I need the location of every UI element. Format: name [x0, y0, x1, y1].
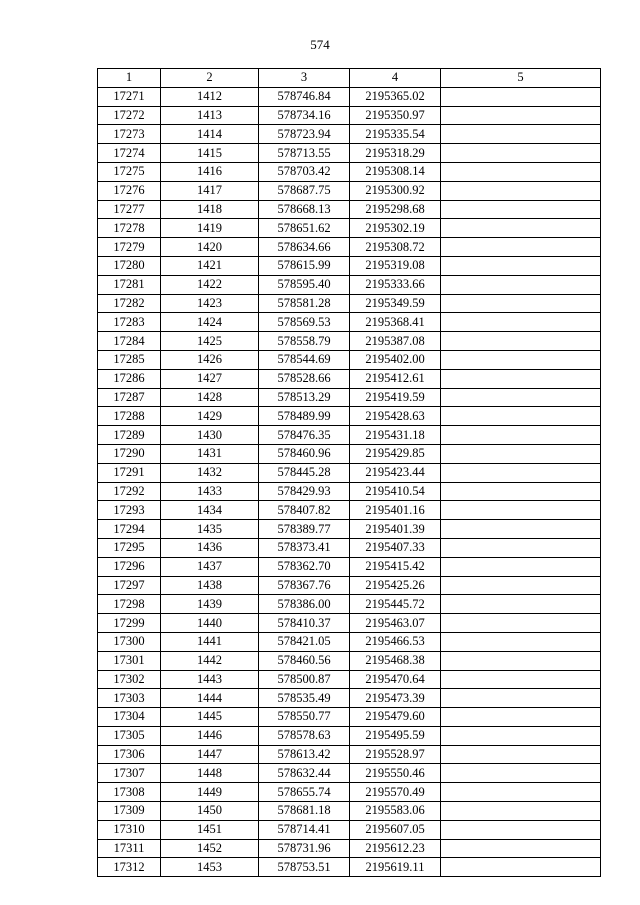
x-coordinate-cell: 578615.99: [259, 256, 350, 275]
point-number-cell: 1412: [161, 87, 259, 106]
table-row: [98, 256, 601, 275]
y-coordinate-cell: 2195402.00: [350, 350, 441, 369]
row-number-cell: 17287: [98, 388, 161, 407]
y-coordinate-cell: 2195298.68: [350, 200, 441, 219]
point-number-cell: 1437: [161, 557, 259, 576]
y-coordinate-cell: 2195583.06: [350, 802, 441, 821]
row-number-cell: 17271: [98, 87, 161, 106]
row-number-cell: 17278: [98, 219, 161, 238]
point-number-cell: 1435: [161, 520, 259, 539]
note-cell: [441, 87, 601, 106]
note-cell: [441, 783, 601, 802]
row-number-cell: 17305: [98, 726, 161, 745]
table-row: [98, 125, 601, 144]
note-cell: [441, 350, 601, 369]
note-cell: [441, 670, 601, 689]
x-coordinate-cell: 578460.96: [259, 444, 350, 463]
note-cell: [441, 106, 601, 125]
y-coordinate-cell: 2195423.44: [350, 463, 441, 482]
y-coordinate-cell: 2195318.29: [350, 144, 441, 163]
point-number-cell: 1428: [161, 388, 259, 407]
column-header-5: 5: [441, 69, 601, 88]
x-coordinate-cell: 578373.41: [259, 538, 350, 557]
table-row: [98, 820, 601, 839]
x-coordinate-cell: 578714.41: [259, 820, 350, 839]
note-cell: [441, 238, 601, 257]
row-number-cell: 17307: [98, 764, 161, 783]
table-row: [98, 501, 601, 520]
table-row: [98, 538, 601, 557]
point-number-cell: 1434: [161, 501, 259, 520]
x-coordinate-cell: 578613.42: [259, 745, 350, 764]
row-number-cell: 17306: [98, 745, 161, 764]
point-number-cell: 1420: [161, 238, 259, 257]
y-coordinate-cell: 2195495.59: [350, 726, 441, 745]
note-cell: [441, 802, 601, 821]
point-number-cell: 1419: [161, 219, 259, 238]
point-number-cell: 1449: [161, 783, 259, 802]
row-number-cell: 17284: [98, 332, 161, 351]
page-number: 574: [310, 37, 330, 52]
note-cell: [441, 162, 601, 181]
x-coordinate-cell: 578703.42: [259, 162, 350, 181]
table-row: [98, 332, 601, 351]
note-cell: [441, 407, 601, 426]
y-coordinate-cell: 2195308.72: [350, 238, 441, 257]
note-cell: [441, 313, 601, 332]
table-row: [98, 407, 601, 426]
y-coordinate-cell: 2195470.64: [350, 670, 441, 689]
x-coordinate-cell: 578500.87: [259, 670, 350, 689]
table-row: [98, 313, 601, 332]
note-cell: [441, 501, 601, 520]
header-row: [98, 69, 601, 88]
point-number-cell: 1439: [161, 595, 259, 614]
row-number-cell: 17300: [98, 632, 161, 651]
y-coordinate-cell: 2195550.46: [350, 764, 441, 783]
column-header-1: 1: [98, 69, 161, 88]
x-coordinate-cell: 578429.93: [259, 482, 350, 501]
x-coordinate-cell: 578550.77: [259, 708, 350, 727]
x-coordinate-cell: 578595.40: [259, 275, 350, 294]
table-row: [98, 200, 601, 219]
point-number-cell: 1441: [161, 632, 259, 651]
x-coordinate-cell: 578362.70: [259, 557, 350, 576]
point-number-cell: 1418: [161, 200, 259, 219]
note-cell: [441, 651, 601, 670]
note-cell: [441, 256, 601, 275]
table-row: [98, 294, 601, 313]
column-header-2: 2: [161, 69, 259, 88]
x-coordinate-cell: 578723.94: [259, 125, 350, 144]
point-number-cell: 1424: [161, 313, 259, 332]
table-row: [98, 162, 601, 181]
table-row: [98, 726, 601, 745]
y-coordinate-cell: 2195387.08: [350, 332, 441, 351]
point-number-cell: 1453: [161, 858, 259, 877]
x-coordinate-cell: 578535.49: [259, 689, 350, 708]
table-row: [98, 426, 601, 445]
x-coordinate-cell: 578668.13: [259, 200, 350, 219]
note-cell: [441, 632, 601, 651]
table-row: [98, 595, 601, 614]
row-number-cell: 17310: [98, 820, 161, 839]
point-number-cell: 1446: [161, 726, 259, 745]
note-cell: [441, 557, 601, 576]
y-coordinate-cell: 2195619.11: [350, 858, 441, 877]
table-row: [98, 144, 601, 163]
point-number-cell: 1452: [161, 839, 259, 858]
point-number-cell: 1448: [161, 764, 259, 783]
y-coordinate-cell: 2195333.66: [350, 275, 441, 294]
row-number-cell: 17274: [98, 144, 161, 163]
point-number-cell: 1417: [161, 181, 259, 200]
x-coordinate-cell: 578528.66: [259, 369, 350, 388]
note-cell: [441, 538, 601, 557]
point-number-cell: 1440: [161, 614, 259, 633]
note-cell: [441, 520, 601, 539]
x-coordinate-cell: 578558.79: [259, 332, 350, 351]
row-number-cell: 17288: [98, 407, 161, 426]
row-number-cell: 17312: [98, 858, 161, 877]
table-row: [98, 275, 601, 294]
point-number-cell: 1430: [161, 426, 259, 445]
note-cell: [441, 181, 601, 200]
table-row: [98, 87, 601, 106]
row-number-cell: 17272: [98, 106, 161, 125]
row-number-cell: 17276: [98, 181, 161, 200]
row-number-cell: 17292: [98, 482, 161, 501]
note-cell: [441, 275, 601, 294]
note-cell: [441, 125, 601, 144]
y-coordinate-cell: 2195570.49: [350, 783, 441, 802]
row-number-cell: 17302: [98, 670, 161, 689]
row-number-cell: 17296: [98, 557, 161, 576]
point-number-cell: 1413: [161, 106, 259, 125]
note-cell: [441, 144, 601, 163]
row-number-cell: 17294: [98, 520, 161, 539]
note-cell: [441, 745, 601, 764]
row-number-cell: 17280: [98, 256, 161, 275]
point-number-cell: 1426: [161, 350, 259, 369]
point-number-cell: 1415: [161, 144, 259, 163]
x-coordinate-cell: 578489.99: [259, 407, 350, 426]
x-coordinate-cell: 578655.74: [259, 783, 350, 802]
table-row: [98, 350, 601, 369]
x-coordinate-cell: 578746.84: [259, 87, 350, 106]
table-row: [98, 689, 601, 708]
point-number-cell: 1436: [161, 538, 259, 557]
point-number-cell: 1443: [161, 670, 259, 689]
note-cell: [441, 576, 601, 595]
x-coordinate-cell: 578634.66: [259, 238, 350, 257]
row-number-cell: 17290: [98, 444, 161, 463]
table-row: [98, 444, 601, 463]
point-number-cell: 1414: [161, 125, 259, 144]
note-cell: [441, 369, 601, 388]
x-coordinate-cell: 578632.44: [259, 764, 350, 783]
table-row: [98, 708, 601, 727]
x-coordinate-cell: 578513.29: [259, 388, 350, 407]
x-coordinate-cell: 578681.18: [259, 802, 350, 821]
x-coordinate-cell: 578753.51: [259, 858, 350, 877]
row-number-cell: 17286: [98, 369, 161, 388]
table-row: [98, 632, 601, 651]
x-coordinate-cell: 578460.56: [259, 651, 350, 670]
y-coordinate-cell: 2195349.59: [350, 294, 441, 313]
point-number-cell: 1427: [161, 369, 259, 388]
y-coordinate-cell: 2195300.92: [350, 181, 441, 200]
row-number-cell: 17293: [98, 501, 161, 520]
y-coordinate-cell: 2195612.23: [350, 839, 441, 858]
y-coordinate-cell: 2195401.16: [350, 501, 441, 520]
x-coordinate-cell: 578410.37: [259, 614, 350, 633]
y-coordinate-cell: 2195528.97: [350, 745, 441, 764]
y-coordinate-cell: 2195431.18: [350, 426, 441, 445]
note-cell: [441, 708, 601, 727]
coordinates-table: [97, 68, 601, 877]
point-number-cell: 1444: [161, 689, 259, 708]
column-header-3: 3: [259, 69, 350, 88]
row-number-cell: 17297: [98, 576, 161, 595]
y-coordinate-cell: 2195401.39: [350, 520, 441, 539]
table-row: [98, 802, 601, 821]
row-number-cell: 17281: [98, 275, 161, 294]
table-row: [98, 463, 601, 482]
x-coordinate-cell: 578651.62: [259, 219, 350, 238]
point-number-cell: 1416: [161, 162, 259, 181]
table-row: [98, 369, 601, 388]
y-coordinate-cell: 2195445.72: [350, 595, 441, 614]
row-number-cell: 17311: [98, 839, 161, 858]
y-coordinate-cell: 2195350.97: [350, 106, 441, 125]
x-coordinate-cell: 578421.05: [259, 632, 350, 651]
table-row: [98, 181, 601, 200]
x-coordinate-cell: 578367.76: [259, 576, 350, 595]
y-coordinate-cell: 2195463.07: [350, 614, 441, 633]
note-cell: [441, 200, 601, 219]
table-row: [98, 520, 601, 539]
note-cell: [441, 463, 601, 482]
point-number-cell: 1432: [161, 463, 259, 482]
y-coordinate-cell: 2195428.63: [350, 407, 441, 426]
row-number-cell: 17309: [98, 802, 161, 821]
note-cell: [441, 614, 601, 633]
column-header-4: 4: [350, 69, 441, 88]
y-coordinate-cell: 2195468.38: [350, 651, 441, 670]
table-row: [98, 614, 601, 633]
y-coordinate-cell: 2195368.41: [350, 313, 441, 332]
point-number-cell: 1447: [161, 745, 259, 764]
x-coordinate-cell: 578389.77: [259, 520, 350, 539]
note-cell: [441, 858, 601, 877]
table-row: [98, 388, 601, 407]
x-coordinate-cell: 578581.28: [259, 294, 350, 313]
x-coordinate-cell: 578569.53: [259, 313, 350, 332]
row-number-cell: 17289: [98, 426, 161, 445]
table-row: [98, 219, 601, 238]
note-cell: [441, 764, 601, 783]
note-cell: [441, 726, 601, 745]
table-row: [98, 745, 601, 764]
note-cell: [441, 595, 601, 614]
point-number-cell: 1429: [161, 407, 259, 426]
row-number-cell: 17295: [98, 538, 161, 557]
row-number-cell: 17304: [98, 708, 161, 727]
y-coordinate-cell: 2195365.02: [350, 87, 441, 106]
y-coordinate-cell: 2195410.54: [350, 482, 441, 501]
point-number-cell: 1421: [161, 256, 259, 275]
row-number-cell: 17303: [98, 689, 161, 708]
note-cell: [441, 294, 601, 313]
x-coordinate-cell: 578713.55: [259, 144, 350, 163]
point-number-cell: 1423: [161, 294, 259, 313]
table-row: [98, 238, 601, 257]
y-coordinate-cell: 2195407.33: [350, 538, 441, 557]
note-cell: [441, 388, 601, 407]
y-coordinate-cell: 2195415.42: [350, 557, 441, 576]
table-row: [98, 651, 601, 670]
note-cell: [441, 426, 601, 445]
note-cell: [441, 219, 601, 238]
point-number-cell: 1422: [161, 275, 259, 294]
note-cell: [441, 820, 601, 839]
x-coordinate-cell: 578734.16: [259, 106, 350, 125]
table-row: [98, 482, 601, 501]
table-header: [98, 69, 601, 88]
table-row: [98, 670, 601, 689]
point-number-cell: 1433: [161, 482, 259, 501]
row-number-cell: 17277: [98, 200, 161, 219]
row-number-cell: 17275: [98, 162, 161, 181]
y-coordinate-cell: 2195607.05: [350, 820, 441, 839]
row-number-cell: 17283: [98, 313, 161, 332]
x-coordinate-cell: 578476.35: [259, 426, 350, 445]
point-number-cell: 1450: [161, 802, 259, 821]
row-number-cell: 17285: [98, 350, 161, 369]
y-coordinate-cell: 2195466.53: [350, 632, 441, 651]
y-coordinate-cell: 2195479.60: [350, 708, 441, 727]
y-coordinate-cell: 2195419.59: [350, 388, 441, 407]
point-number-cell: 1425: [161, 332, 259, 351]
note-cell: [441, 689, 601, 708]
row-number-cell: 17279: [98, 238, 161, 257]
point-number-cell: 1451: [161, 820, 259, 839]
y-coordinate-cell: 2195429.85: [350, 444, 441, 463]
note-cell: [441, 482, 601, 501]
x-coordinate-cell: 578578.63: [259, 726, 350, 745]
point-number-cell: 1438: [161, 576, 259, 595]
note-cell: [441, 332, 601, 351]
table-row: [98, 764, 601, 783]
y-coordinate-cell: 2195425.26: [350, 576, 441, 595]
x-coordinate-cell: 578386.00: [259, 595, 350, 614]
row-number-cell: 17291: [98, 463, 161, 482]
point-number-cell: 1431: [161, 444, 259, 463]
row-number-cell: 17282: [98, 294, 161, 313]
x-coordinate-cell: 578445.28: [259, 463, 350, 482]
x-coordinate-cell: 578731.96: [259, 839, 350, 858]
table-row: [98, 106, 601, 125]
point-number-cell: 1445: [161, 708, 259, 727]
y-coordinate-cell: 2195473.39: [350, 689, 441, 708]
table-row: [98, 576, 601, 595]
table-row: [98, 858, 601, 877]
y-coordinate-cell: 2195412.61: [350, 369, 441, 388]
note-cell: [441, 839, 601, 858]
note-cell: [441, 444, 601, 463]
row-number-cell: 17298: [98, 595, 161, 614]
table-body: [98, 87, 601, 876]
table-row: [98, 557, 601, 576]
y-coordinate-cell: 2195302.19: [350, 219, 441, 238]
y-coordinate-cell: 2195319.08: [350, 256, 441, 275]
x-coordinate-cell: 578687.75: [259, 181, 350, 200]
row-number-cell: 17299: [98, 614, 161, 633]
row-number-cell: 17301: [98, 651, 161, 670]
y-coordinate-cell: 2195335.54: [350, 125, 441, 144]
point-number-cell: 1442: [161, 651, 259, 670]
table-row: [98, 783, 601, 802]
row-number-cell: 17308: [98, 783, 161, 802]
x-coordinate-cell: 578544.69: [259, 350, 350, 369]
y-coordinate-cell: 2195308.14: [350, 162, 441, 181]
row-number-cell: 17273: [98, 125, 161, 144]
table-row: [98, 839, 601, 858]
x-coordinate-cell: 578407.82: [259, 501, 350, 520]
